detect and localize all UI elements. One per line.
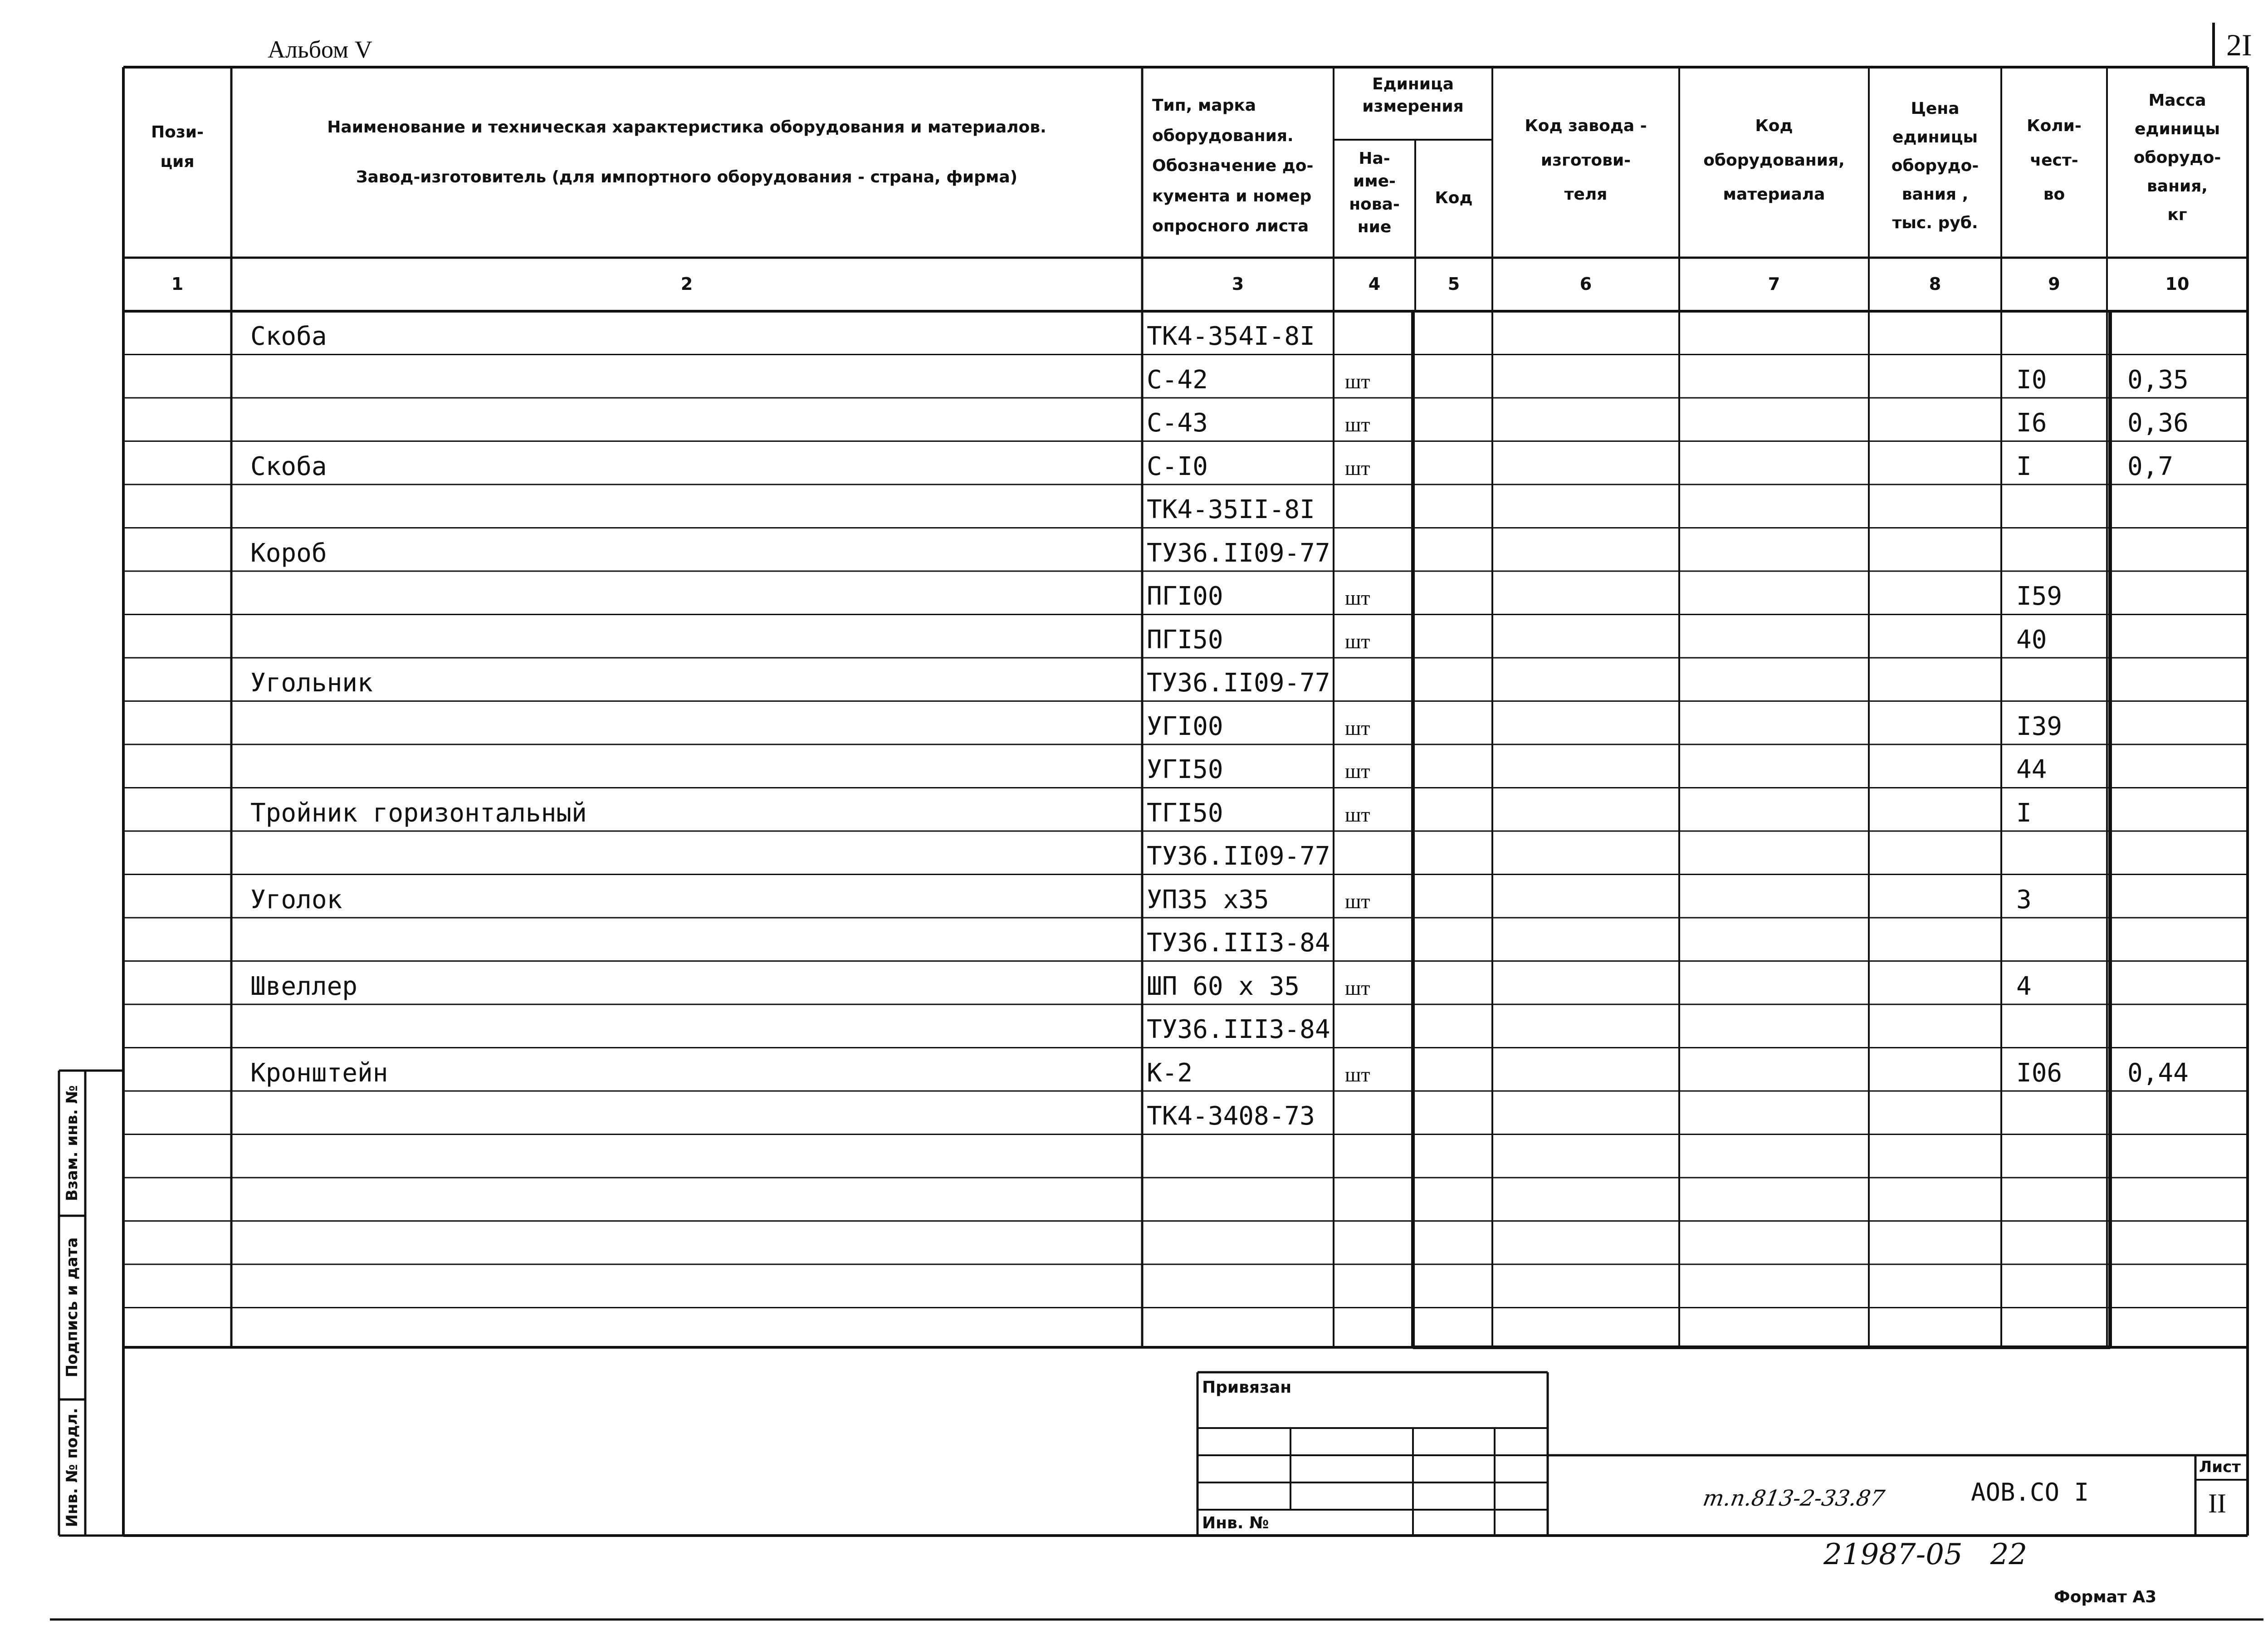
column-number: 10 bbox=[2165, 274, 2190, 294]
header-name-line1: Наименование и техническая характеристика оборудования и материалов. bbox=[327, 118, 1046, 137]
document-code: АОВ.СО I bbox=[1971, 1478, 2089, 1507]
row-qty: I0 bbox=[2016, 365, 2047, 395]
stamp-original-inv: Инв. № подл. bbox=[63, 1408, 81, 1527]
column-number: 8 bbox=[1929, 274, 1941, 294]
row-unit: шт bbox=[1345, 976, 1370, 999]
column-number: 1 bbox=[171, 274, 184, 294]
row-mass: 0,36 bbox=[2127, 408, 2189, 438]
header-unit-name: На- име- нова- ние bbox=[1349, 149, 1400, 237]
header-position: Пози- ция bbox=[151, 123, 204, 171]
page-number: 2I bbox=[2226, 28, 2252, 62]
row-type: ТУ36.III3-84 bbox=[1147, 928, 1330, 958]
row-type: ТГI50 bbox=[1147, 798, 1223, 828]
row-unit: шт bbox=[1345, 413, 1370, 436]
row-qty: I59 bbox=[2016, 582, 2063, 611]
row-name: Короб bbox=[250, 538, 327, 568]
header-unit-group: Единица измерения bbox=[1362, 75, 1464, 116]
row-unit: шт bbox=[1345, 369, 1370, 393]
header-type: Тип, марка оборудования. Обозначение до- кумента и номер опросного листа bbox=[1152, 96, 1314, 236]
row-type: С-I0 bbox=[1147, 451, 1208, 481]
row-qty: I06 bbox=[2016, 1058, 2063, 1088]
row-type: ТУ36.II09-77 bbox=[1147, 668, 1330, 698]
row-type: ТК4-3408-73 bbox=[1147, 1101, 1315, 1131]
header-unit-code: Код bbox=[1435, 189, 1473, 207]
row-unit: шт bbox=[1345, 586, 1370, 609]
sheet-label: Лист bbox=[2199, 1458, 2241, 1476]
row-qty: 3 bbox=[2016, 885, 2032, 915]
row-name: Уголок bbox=[250, 885, 342, 915]
header-name-line2: Завод-изготовитель (для импортного оборудования - страна, фирма) bbox=[356, 168, 1018, 186]
row-qty: 4 bbox=[2016, 971, 2032, 1001]
row-qty: I6 bbox=[2016, 408, 2047, 438]
row-name: Скоба bbox=[250, 322, 327, 351]
row-type: С-43 bbox=[1147, 408, 1208, 438]
row-qty: I bbox=[2016, 451, 2032, 481]
row-unit: шт bbox=[1345, 759, 1370, 783]
row-type: УГI00 bbox=[1147, 711, 1223, 741]
header-quantity: Коли- чест- во bbox=[2027, 117, 2082, 204]
row-mass: 0,44 bbox=[2127, 1058, 2189, 1088]
column-number: 6 bbox=[1579, 274, 1592, 294]
column-number: 7 bbox=[1768, 274, 1780, 294]
header-equipment-code: Код оборудования, материала bbox=[1703, 117, 1845, 204]
sheet-value: II bbox=[2208, 1488, 2226, 1518]
row-type: ПГI50 bbox=[1147, 625, 1223, 655]
column-number: 3 bbox=[1232, 274, 1244, 294]
archive-number-handwritten: 21987-05 22 bbox=[1823, 1538, 2028, 1571]
row-unit: шт bbox=[1345, 802, 1370, 826]
row-mass: 0,35 bbox=[2127, 365, 2189, 395]
row-type: ШП 60 х 35 bbox=[1147, 971, 1300, 1001]
stamp-signature-date: Подпись и дата bbox=[63, 1237, 81, 1378]
row-qty: I bbox=[2016, 798, 2032, 828]
row-qty: 40 bbox=[2016, 625, 2047, 655]
row-type: С-42 bbox=[1147, 365, 1208, 395]
row-unit: шт bbox=[1345, 456, 1370, 479]
inventory-number-label: Инв. № bbox=[1202, 1514, 1269, 1532]
row-type: ТУ36.II09-77 bbox=[1147, 538, 1330, 568]
row-unit: шт bbox=[1345, 1062, 1370, 1086]
row-type: УП35 х35 bbox=[1147, 885, 1269, 915]
header-mass: Масса единицы оборудо- вания, кг bbox=[2133, 91, 2221, 224]
album-label: Альбом V bbox=[268, 36, 372, 63]
row-type: УГI50 bbox=[1147, 755, 1223, 784]
row-mass: 0,7 bbox=[2127, 451, 2174, 481]
row-type: ТК4-35II-8I bbox=[1147, 495, 1315, 524]
column-number: 2 bbox=[680, 274, 693, 294]
column-number: 9 bbox=[2048, 274, 2060, 294]
row-unit: шт bbox=[1345, 629, 1370, 653]
project-handwritten-code: т.п.813-2-33.87 bbox=[1701, 1486, 1887, 1511]
row-name: Угольник bbox=[250, 668, 373, 698]
row-name: Кронштейн bbox=[250, 1058, 388, 1088]
row-type: ТУ36.II09-77 bbox=[1147, 841, 1330, 871]
row-unit: шт bbox=[1345, 889, 1370, 913]
row-unit: шт bbox=[1345, 716, 1370, 739]
column-number: 5 bbox=[1447, 274, 1460, 294]
row-qty: I39 bbox=[2016, 711, 2063, 741]
row-type: ТУ36.III3-84 bbox=[1147, 1015, 1330, 1044]
row-name: Скоба bbox=[250, 451, 327, 481]
stamp-replacement-inv: Взам. инв. № bbox=[63, 1085, 81, 1201]
row-type: ТК4-354I-8I bbox=[1147, 322, 1315, 351]
paper-format: Формат А3 bbox=[2054, 1588, 2157, 1606]
row-type: ПГI00 bbox=[1147, 582, 1223, 611]
row-type: К-2 bbox=[1147, 1058, 1193, 1088]
header-price: Цена единицы оборудо- вания , тыс. руб. bbox=[1891, 99, 1979, 232]
row-name: Швеллер bbox=[250, 971, 358, 1001]
header-plant-code: Код завода - изготови- теля bbox=[1525, 117, 1647, 204]
column-number: 4 bbox=[1368, 274, 1381, 294]
bound-label: Привязан bbox=[1202, 1378, 1292, 1397]
row-qty: 44 bbox=[2016, 755, 2047, 784]
row-name: Тройник горизонтальный bbox=[250, 798, 587, 828]
